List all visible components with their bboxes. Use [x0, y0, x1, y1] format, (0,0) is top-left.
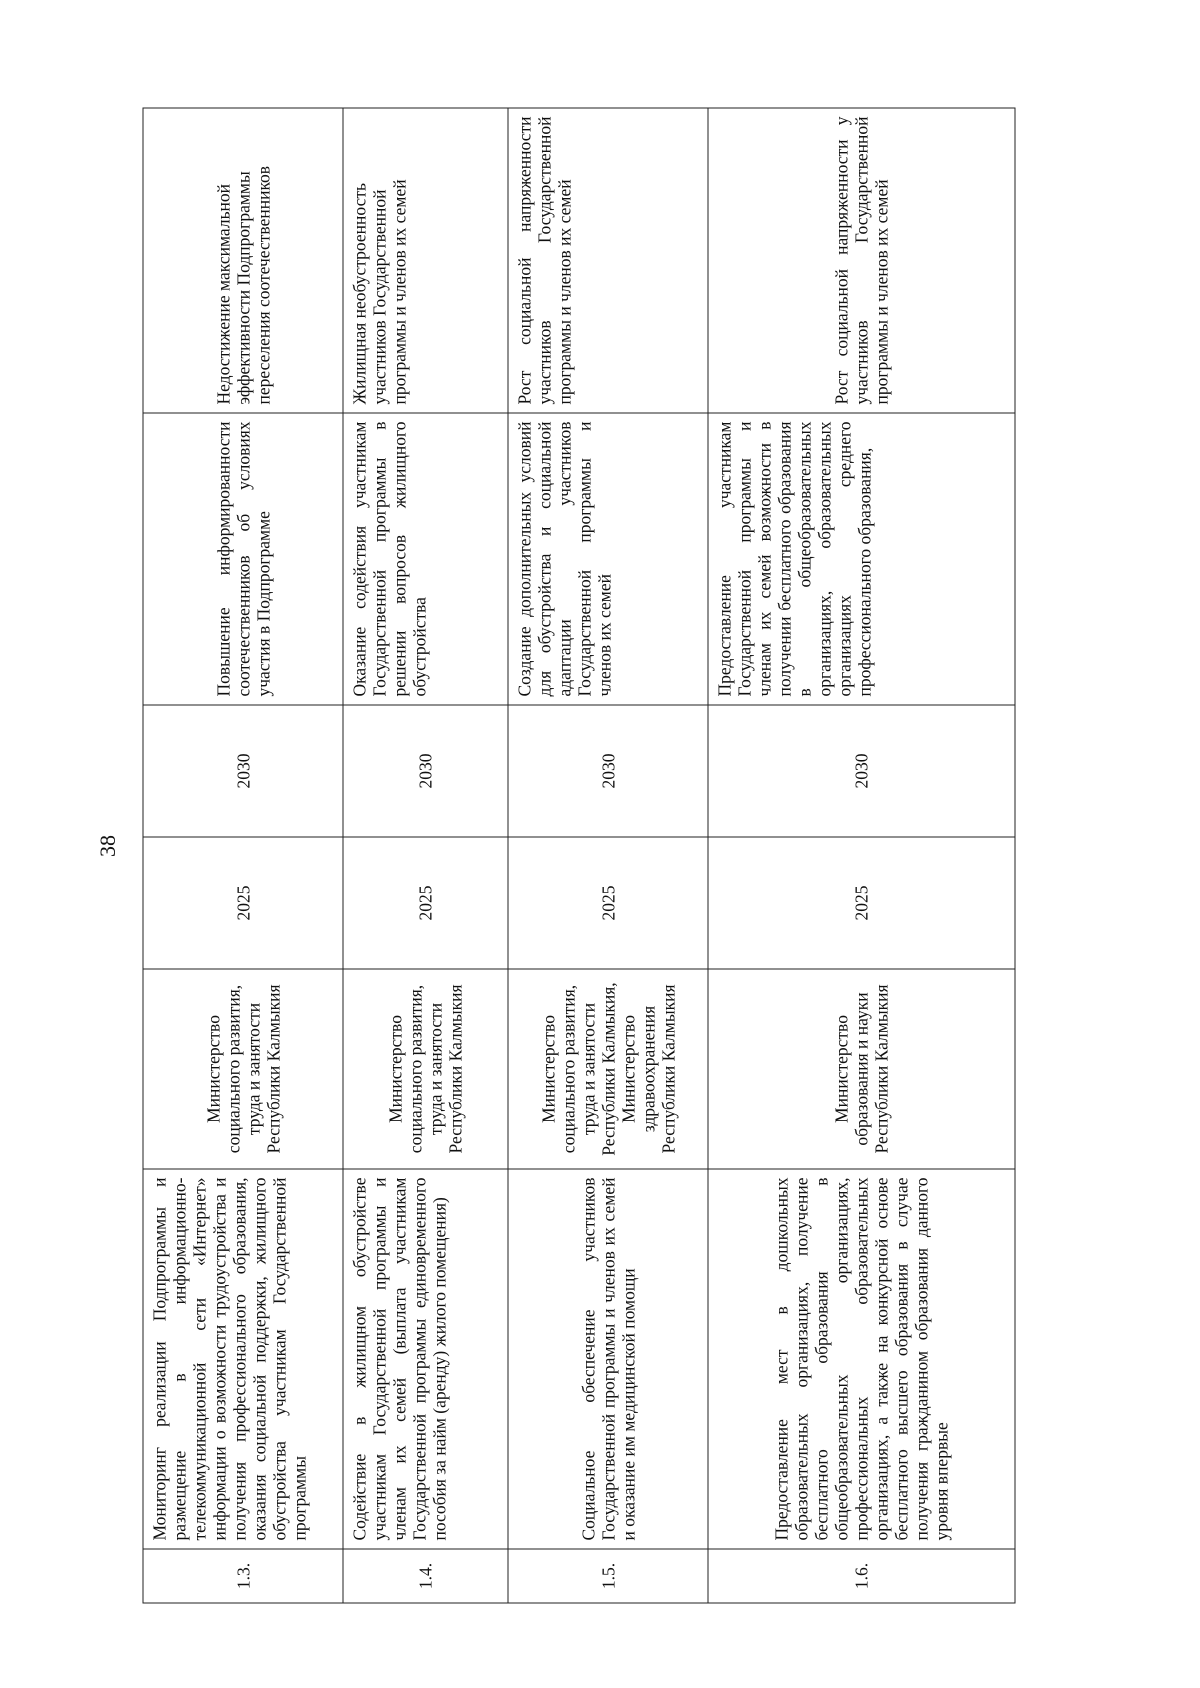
start-year-cell: 2025 — [143, 837, 343, 969]
end-year-cell: 2030 — [708, 705, 1015, 837]
result-cell: Повышение информированности соотечественников об условиях участия в Подпрограмме — [143, 413, 343, 705]
result-cell: Оказание содействия участникам Государственной программы в решении вопросов жилищного обустройства — [343, 413, 508, 705]
start-year-cell: 2025 — [708, 837, 1015, 969]
row-number: 1.6. — [708, 1549, 1015, 1603]
page-number: 38 — [95, 835, 120, 857]
start-year-cell: 2025 — [508, 837, 708, 969]
result-cell: Предоставление участникам Государственной программы и членам их семей возможности в получении бесплатного образования в общеобразовательных организациях, образовательных организациях среднего профессионального образования, — [708, 413, 1015, 705]
row-number: 1.5. — [508, 1549, 708, 1603]
measure-cell: Предоставление мест в дошкольных образовательных организациях, получение бесплатного образования в общеобразовательных организациях, профессиональных образовательных организациях, а также на конкурсной основе бесплатного высшего образования в случае получения гражданином образования данного уровня впервые — [708, 1169, 1015, 1549]
table-row — [508, 108, 708, 1603]
table-row — [708, 108, 1015, 1603]
end-year-cell: 2030 — [343, 705, 508, 837]
executor-cell: Министерство социального развития, труда и занятости Республики Калмыкия — [143, 969, 343, 1169]
risk-cell: Недостижение максимальной эффективности Подпрограммы переселения соотечественников — [143, 108, 343, 413]
start-year-cell: 2025 — [343, 837, 508, 969]
measures-table-rotated — [143, 109, 1015, 1604]
executor-cell: Министерство социального развития, труда и занятости Республики Калмыкия, Министерство здравоохранения Республики Калмыкия — [508, 969, 708, 1169]
end-year-cell: 2030 — [508, 705, 708, 837]
result-cell: Создание дополнительных условий для обустройства и социальной адаптации участников Государственной программы и членов их семей — [508, 413, 708, 705]
end-year-cell: 2030 — [143, 705, 343, 837]
measure-cell: Социальное обеспечение участников Государственной программы и членов их семей и оказание им медицинской помощи — [508, 1169, 708, 1549]
row-number: 1.3. — [143, 1549, 343, 1603]
executor-cell: Министерство образования и науки Республики Калмыкия — [708, 969, 1015, 1169]
measure-cell: Содействие в жилищном обустройстве участникам Государственной программы и членам их семей (выплата участникам Государственной программы единовременного пособия за найм (аренду) жилого помещения) — [343, 1169, 508, 1549]
table-row — [343, 108, 508, 1603]
risk-cell: Жилищная необустроенность участников Государственной программы и членов их семей — [343, 108, 508, 413]
measure-cell: Мониторинг реализации Подпрограммы и размещение в информационно-телекоммуникационной сети «Интернет» информации о возможности трудоустройства и получения профессионального образования, оказания социальной поддержки, жилищного обустройства участникам Государственной программы — [143, 1169, 343, 1549]
row-number: 1.4. — [343, 1549, 508, 1603]
risk-cell: Рост социальной напряженности участников Государственной программы и членов их семей — [508, 108, 708, 413]
measures-table — [143, 108, 1016, 1604]
table-row — [143, 108, 343, 1603]
executor-cell: Министерство социального развития, труда и занятости Республики Калмыкия — [343, 969, 508, 1169]
risk-cell: Рост социальной напряженности у участников Государственной программы и членов их семей — [708, 108, 1015, 413]
